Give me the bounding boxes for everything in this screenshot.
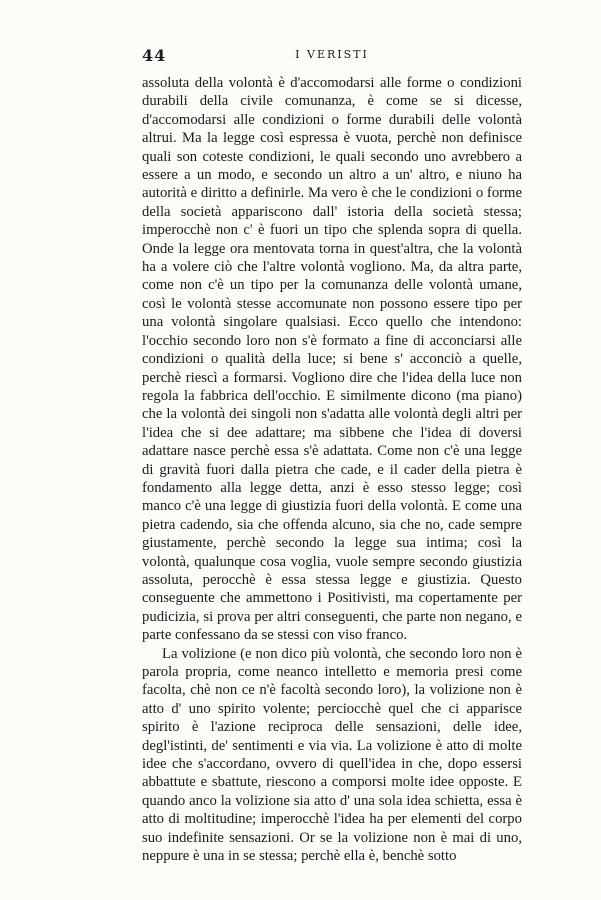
running-head xyxy=(142,46,522,66)
running-head-title: I VERISTI xyxy=(295,48,369,61)
body-text xyxy=(142,74,522,865)
paragraph-continued: assoluta della volontà è d'accomodarsi alle forme o condizioni durabili della civile comunanza, è come se si dicesse, d'accomodarsi alle condizioni o forme durabili delle volontà altrui. Ma la legge così espressa è vuota, perchè non definisce quali son coteste condizioni, le quali secondo uno avrebbero a essere a un modo, e secondo un altro a un' altro, e niuno ha autorità e diritto a definirle. Ma vero è che le condizioni o forme della società appariscono dall' istoria della società stessa; imperocchè non c' è fuori un tipo che splenda sopra di quella. Onde la legge ora mentovata torna in quest'altra, che la volontà ha a volere ciò che l'altre volontà vogliono. Ma, da altra parte, come non c'è un tipo per la comunanza delle volontà umane, così le volontà stesse accomunate non possono essere tipo per una volontà singolare qualsiasi. Ecco quello che intendono: l'occhio secondo loro non s'è formato a fine di acconciarsi alle condizioni o qualità della luce; si bene s' acconciò a quelle, perchè riescì a formarsi. Vogliono dire che l'idea della luce non regola la fabbrica dell'occhio. E similmente dicono (ma piano) che la volontà dei singoli non s'adatta alle volontà degli altri per l'idea che si dee adattare; ma sibbene che l'idea di doversi adattare nasce perchè essa s'è adattata. Come non c'è una legge di gravità fuori dalla pietra che cade, e il cader della pietra è fondamento alla legge detta, anzi è esso stesso legge; così manco c'è una legge di giustizia fuori della volontà. E come una pietra cadendo, sia che offenda alcuno, sia che no, cade sempre giustamente, perchè secondo la legge sua intima; così la volontà, qualunque cosa voglia, vuole sempre secondo giustizia assoluta, perocchè è essa stessa legge e giustizia. Questo conseguente che ammettono i Positivisti, ma copertamente per pudicizia, si prova per altri conseguenti, che parte non negano, e parte confessano da se stessi con viso franco. xyxy=(142,75,522,644)
page-number: 44 xyxy=(142,46,167,65)
paragraph-volizione: La volizione (e non dico più volontà, che secondo loro non è parola propria, come neanco intelletto e memoria presi come facolta, chè non ce n'è facoltà secondo loro), la volizione non è atto d' uno spirito volente; perciocchè quel che ci apparisce spirito è l'azione reciproca delle sensazioni, delle idee, degl'istinti, de' sentimenti e via via. La volizione è atto di molte idee che s'accordano, ovvero di quell'idea in che, dopo essersi abbattute e sbattute, riescono a comporsi molte idee opposte. E quando anco la volizione sia atto d' una sola idea schietta, essa è atto di moltitudine; imperocchè l'idea ha per elementi del corpo suo indefinite sensazioni. Or se la volizione non è mai di uno, neppure è una in se stessa; perchè ella è, benchè sotto xyxy=(142,645,522,865)
